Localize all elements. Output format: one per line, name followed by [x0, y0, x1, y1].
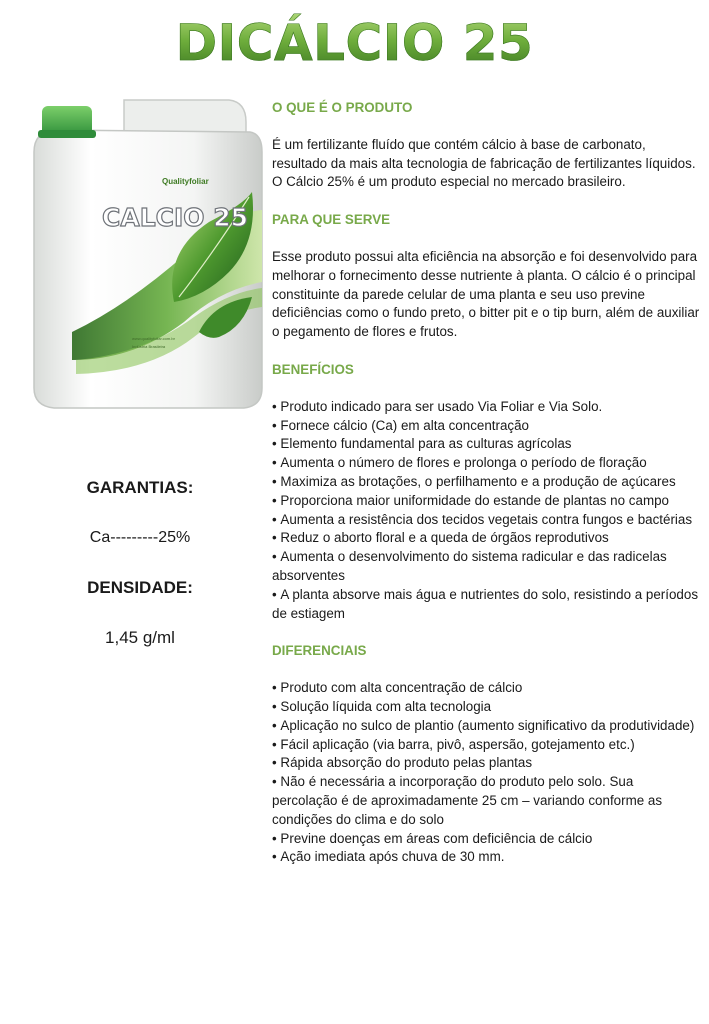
list-item: • Não é necessária a incorporação do produto pelo solo. Sua percolação é de aproximadamente 25 cm – variando conforme as condições do clima e do solo — [272, 773, 700, 829]
list-item: • Produto indicado para ser usado Via Foliar e Via Solo. — [272, 398, 700, 417]
list-item: • Fácil aplicação (via barra, pivô, aspersão, gotejamento etc.) — [272, 736, 700, 755]
jug-brand: Qualityfoliar — [162, 177, 209, 186]
jug-site: www.qualityfoliar.com.br — [132, 336, 175, 341]
list-item: • Aumenta a resistência dos tecidos vegetais contra fungos e bactérias — [272, 511, 700, 530]
list-item: • Aumenta o desenvolvimento do sistema radicular e das radicelas absorventes — [272, 548, 700, 586]
densidade-value: 1,45 g/ml — [105, 628, 175, 647]
list-item: • Produto com alta concentração de cálcio — [272, 679, 700, 698]
list-item: • A planta absorve mais água e nutrientes do solo, resistindo a períodos de estiagem — [272, 586, 700, 624]
diferenciais-list — [272, 679, 700, 867]
list-item: • Previne doenças em áreas com deficiência de cálcio — [272, 830, 700, 849]
list-item: • Rápida absorção do produto pelas plantas — [272, 754, 700, 773]
list-item: • Maximiza as brotações, o perfilhamento e a produção de açúcares — [272, 473, 700, 492]
list-item: • Ação imediata após chuva de 30 mm. — [272, 848, 700, 867]
garantias-label: GARANTIAS: — [86, 478, 194, 497]
section-heading-beneficios: BENEFÍCIOS — [272, 361, 354, 377]
product-description — [272, 99, 700, 886]
section-text-o-que-e: É um fertilizante fluído que contém cálcio à base de carbonato, resultado da mais alta tecnologia de fabricação de fertilizantes líquidos. O Cálcio 25% é um produto especial no mercado brasileiro. — [272, 136, 696, 190]
densidade-label: DENSIDADE: — [87, 578, 193, 597]
list-item: • Elemento fundamental para as culturas agrícolas — [272, 435, 700, 454]
list-item: • Solução líquida com alta tecnologia — [272, 698, 700, 717]
beneficios-list — [272, 398, 700, 624]
list-item: • Proporciona maior uniformidade do estande de plantas no campo — [272, 492, 700, 511]
list-item: • Aumenta o número de flores e prolonga o período de floração — [272, 454, 700, 473]
section-heading-diferenciais: DIFERENCIAIS — [272, 643, 367, 659]
list-item: • Fornece cálcio (Ca) em alta concentração — [272, 417, 700, 436]
section-text-para-que-serve: Esse produto possui alta eficiência na absorção e foi desenvolvido para melhorar o fornecimento desse nutriente à planta. O cálcio é o principal constituinte da parede celular de uma planta e seu uso previne deficiências como o fundo preto, o bitter pit e o tip burn, além de auxiliar o pegamento de flores e frutos. — [272, 248, 700, 340]
jug-label: CALCIO 25 — [102, 203, 249, 232]
section-heading-para-que-serve: PARA QUE SERVE — [272, 212, 391, 228]
garantias-value: Ca---------25% — [89, 529, 191, 546]
list-item: • Aplicação no sulco de plantio (aumento significativo da produtividade) — [272, 717, 700, 736]
section-heading-o-que-e: O QUE É O PRODUTO — [272, 100, 413, 115]
page-title: DICÁLCIO 25 — [0, 14, 709, 72]
jug-made-in: Indústria Brasileira — [132, 344, 166, 349]
list-item: • Reduz o aborto floral e a queda de órgãos reprodutivos — [272, 529, 700, 548]
product-jug-image — [14, 92, 264, 412]
